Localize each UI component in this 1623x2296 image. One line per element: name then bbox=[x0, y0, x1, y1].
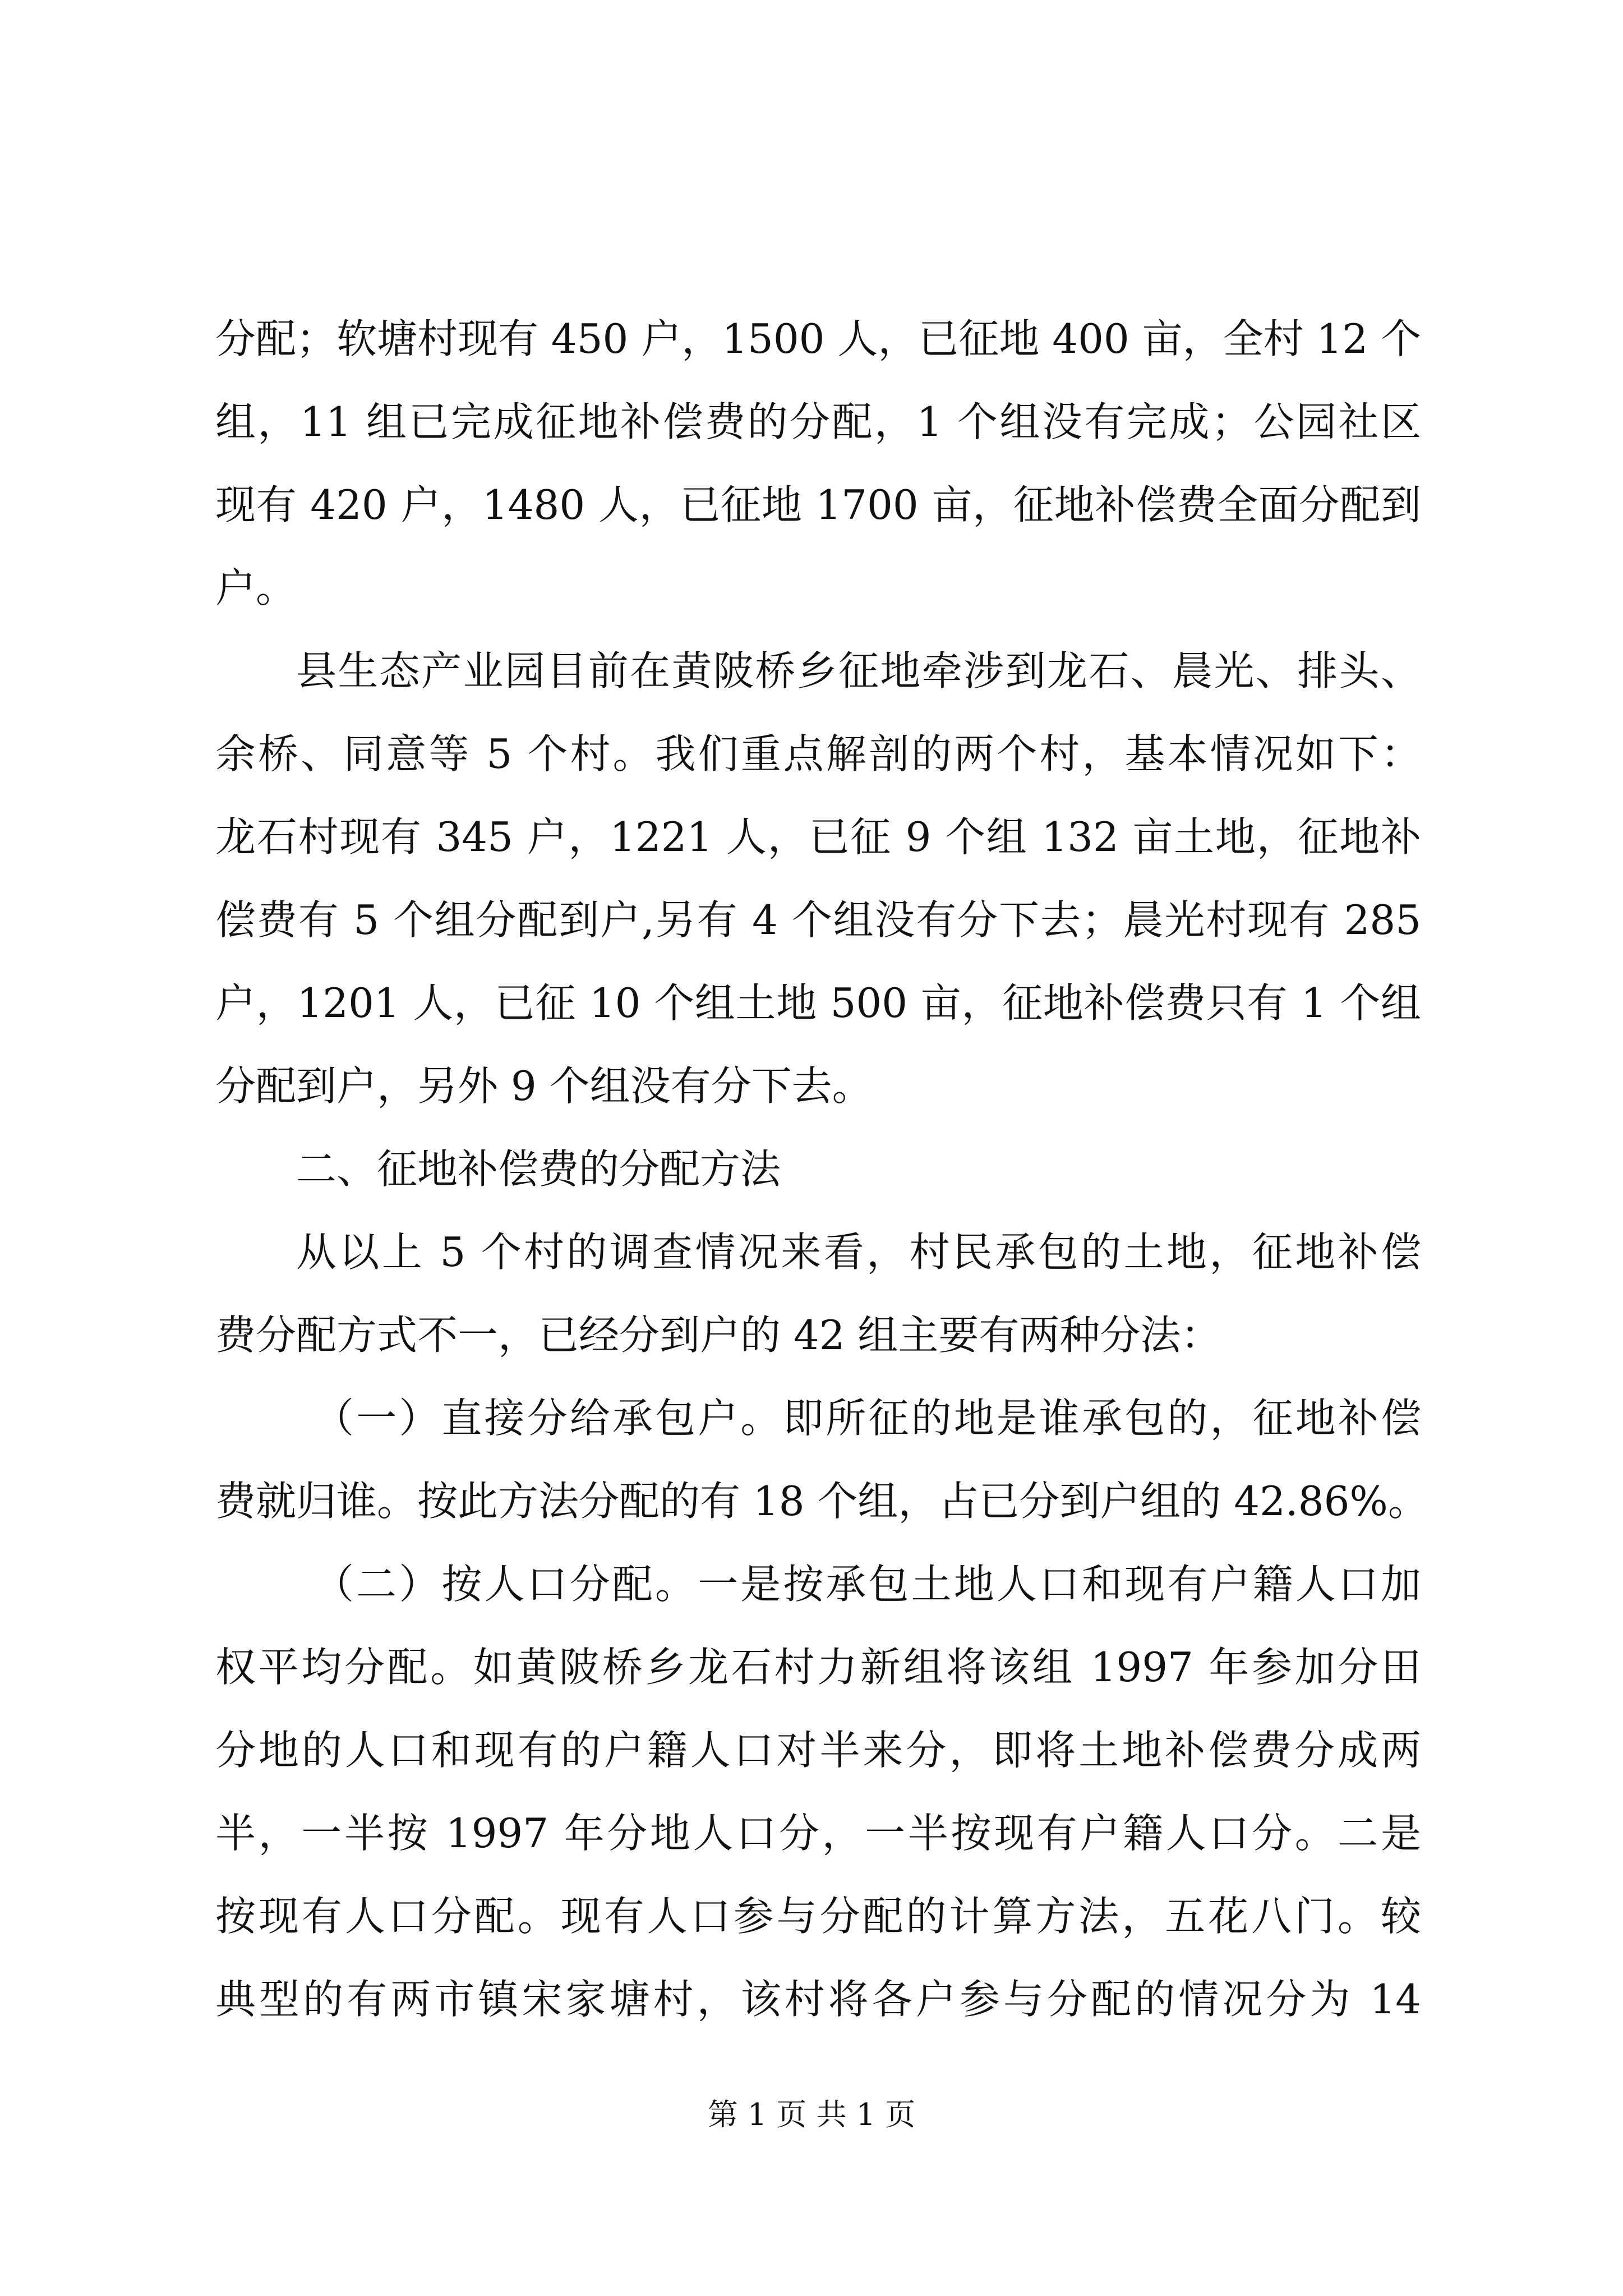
text-line: 组，11 组已完成征地补偿费的分配，1 个组没有完成；公园社区 bbox=[215, 398, 1421, 445]
text-line: （一）直接分给承包户。即所征的地是谁承包的，征地补偿 bbox=[313, 1395, 1421, 1442]
text-line: 偿费有 5 个组分配到户,另有 4 个组没有分下去；晨光村现有 285 bbox=[215, 896, 1421, 944]
text-line: 户。 bbox=[215, 564, 297, 611]
text-line: 费就归谁。按此方法分配的有 18 个组，占已分到户组的 42.86%。 bbox=[215, 1478, 1428, 1525]
text-line: 分配到户，另外 9 个组没有分下去。 bbox=[215, 1062, 873, 1110]
text-line: 龙石村现有 345 户，1221 人，已征 9 个组 132 亩土地，征地补 bbox=[215, 813, 1421, 861]
text-line: 分地的人口和现有的户籍人口对半来分，即将土地补偿费分成两 bbox=[215, 1727, 1421, 1774]
text-line: 现有 420 户，1480 人，已征地 1700 亩，征地补偿费全面分配到 bbox=[215, 481, 1421, 528]
text-line: 余桥、同意等 5 个村。我们重点解剖的两个村，基本情况如下： bbox=[215, 730, 1421, 777]
text-line: 半，一半按 1997 年分地人口分，一半按现有户籍人口分。二是 bbox=[215, 1810, 1421, 1857]
document-body bbox=[215, 297, 1428, 2041]
text-line: 典型的有两市镇宋家塘村，该村将各户参与分配的情况分为 14 bbox=[215, 1976, 1421, 2023]
section-heading: 二、征地补偿费的分配方法 bbox=[296, 1145, 781, 1193]
page-number-footer: 第 1 页 共 1 页 bbox=[707, 2097, 916, 2132]
text-line: 从以上 5 个村的调查情况来看，村民承包的土地，征地补偿 bbox=[296, 1228, 1421, 1276]
text-line: （二）按人口分配。一是按承包土地人口和现有户籍人口加 bbox=[313, 1561, 1421, 1608]
text-line: 按现有人口分配。现有人口参与分配的计算方法，五花八门。较 bbox=[215, 1893, 1421, 1940]
text-line: 权平均分配。如黄陂桥乡龙石村力新组将该组 1997 年参加分田 bbox=[215, 1644, 1421, 1691]
text-line: 县生态产业园目前在黄陂桥乡征地牵涉到龙石、晨光、排头、 bbox=[296, 647, 1421, 694]
text-line: 分配；软塘村现有 450 户，1500 人，已征地 400 亩，全村 12 个 bbox=[215, 315, 1421, 362]
text-line: 户，1201 人，已征 10 个组土地 500 亩，征地补偿费只有 1 个组 bbox=[215, 979, 1421, 1027]
text-line: 费分配方式不一，已经分到户的 42 组主要有两种分法： bbox=[215, 1312, 1221, 1359]
